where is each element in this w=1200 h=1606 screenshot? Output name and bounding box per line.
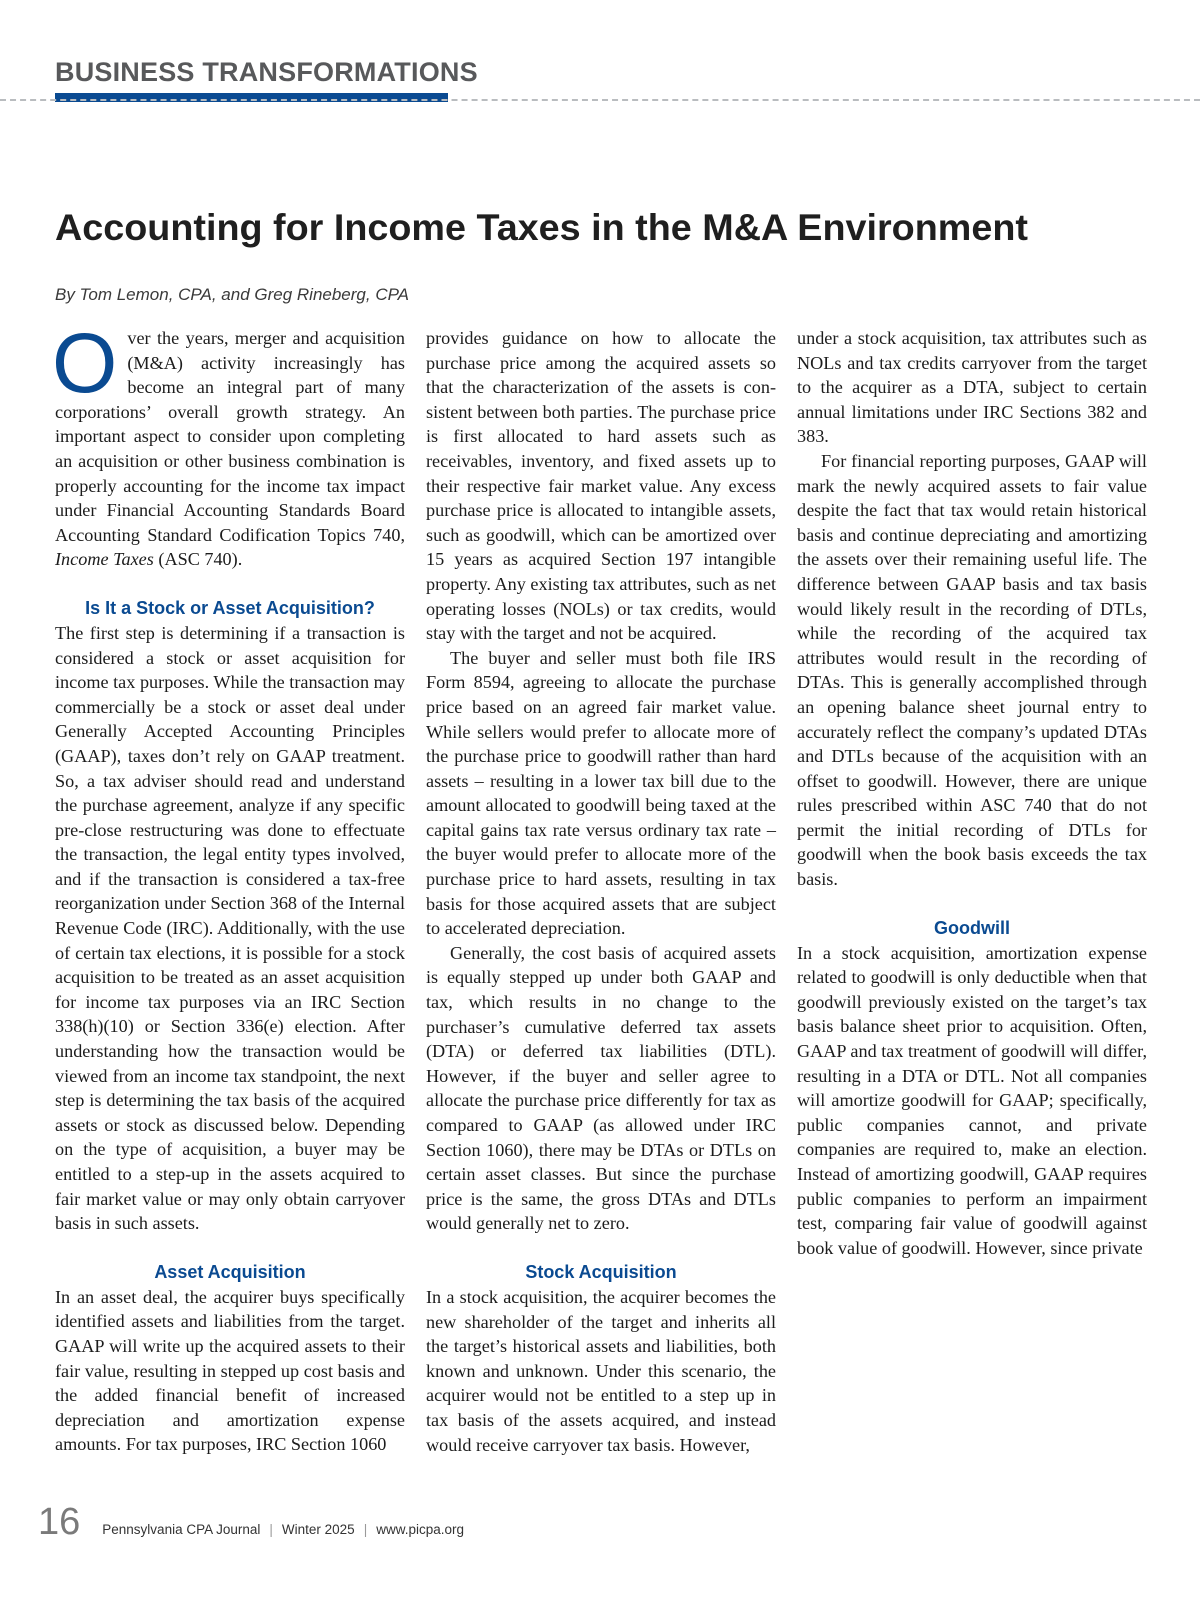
article-title: Accounting for Income Taxes in the M&A Environment [55,207,1028,248]
paragraph: The first step is determining if a transaction is considered a stock or asset acquisition for income tax purposes. While the transaction may commercially be a stock or asset deal under Generally Accepted Accounting Principles (GAAP), taxes don’t rely on GAAP treatment. So, a tax adviser should read and understand the purchase agreement, analyze if any specific pre-close restructuring was done to effectuate the transaction, the legal entity types involved, and if the transaction is considered a tax-free reorganization under Section 368 of the Internal Revenue Code (IRC). Additionally, with the use of certain tax elections, it is possible for a stock acquisition to be treated as an asset acquisition for income tax purposes via an IRC Section 338(h)(10) or Section 336(e) election. After understanding how the transaction would be viewed from an income tax standpoint, the next step is determining the tax basis of the acquired assets or stock as discussed below. Depending on the type of acquisition, a buyer may be entitled to a step-up in the assets acquired to fair market value or may only obtain carryover basis in such assets. [55,622,405,1234]
byline: By Tom Lemon, CPA, and Greg Rineberg, CPA [55,285,410,304]
heading-goodwill: Goodwill [934,917,1010,938]
dashed-divider [0,99,1200,101]
website-link[interactable]: www.picpa.org [376,1522,464,1537]
paragraph: For financial reporting purposes, GAAP will mark the newly acquired assets to fair value despite the fact that tax would retain historical basis and continue depreciating and amortizing the assets over their remaining useful life. The difference between GAAP basis and tax basis would likely result in the recording of DTLs, while the recording of the acquired tax attributes would result in the recording of DTAs. This is generally accomplished through an opening balance sheet journal entry to accurately reflect the company’s updated DTAs and DTLs because of the acquisition with an offset to goodwill. However, there are unique rules prescribed within ASC 740 that do not permit the initial recording of DTLs for goodwill when the book basis exceeds the tax basis. [797,450,1147,890]
page-number: 16 [38,1501,81,1543]
paragraph: In an asset deal, the acquirer buys specifically identified assets and liabilities from the target. GAAP will write up the acquired assets to their fair value, resulting in stepped up cost basis and the added financial benefit of increased depreciation and amortization expense amounts. For tax purposes, IRC Section 1060 [55,1286,405,1455]
column-3 [797,326,1147,1260]
heading-stock-or-asset: Is It a Stock or Asset Acquisition? [85,597,375,618]
heading-asset-acquisition: Asset Acquisition [154,1261,306,1282]
footer-separator: | [269,1522,273,1537]
footer-separator: | [363,1522,368,1537]
column-1 [52,316,405,1457]
paragraph: The buyer and seller must both file IRS Form 8594, agreeing to allocate the purchase price based on an agreed fair market value. While sellers would prefer to allocate more of the purchase price to goodwill rather than hard assets – resulting in a lower tax bill due to the amount allocated to goodwill being taxed at the capital gains tax rate versus ordinary tax rate – the buyer would prefer to allocate more of the purchase price to hard assets, resulting in tax basis for those acquired assets that are subject to accelerated depreciation. [426,647,776,939]
issue-date: Winter 2025 [281,1522,355,1537]
paragraph: In a stock acquisition, amortization expense related to goodwill is only deductible when that goodwill previously existed on the target’s tax basis balance sheet prior to acquisition. Often, GAAP and tax treatment of goodwill will differ, resulting in a DTA or DTL. Not all companies will amortize goodwill for GAAP; specifically, public companies cannot, and private companies are required to, make an election. Instead of amortizing goodwill, GAAP requires public companies to perform an impairment test, comparing fair value of goodwill against book value of goodwill. However, since private [797,942,1147,1258]
paragraph: under a stock acquisition, tax attributes such as NOLs and tax credits carryover from the target to the acquirer as a DTA, subject to certain annual limitations under IRC Sections 382 and 383. [797,328,1147,447]
paragraph: Generally, the cost basis of acquired assets is equally stepped up under both GAAP and tax, which results in no change to the purchaser’s cumulative deferred tax assets (DTA) or deferred tax liabilities (DTL). However, if the buyer and seller agree to allocate the purchase price differently for tax as compared to GAAP (as allowed under IRC Section 1060), there may be DTAs or DTLs on certain asset classes. But since the purchase price is the same, the gross DTAs and DTLs would generally net to zero. [426,942,776,1234]
publication-name: Pennsylvania CPA Journal [102,1522,261,1537]
paragraph: In a stock acquisition, the acquirer becomes the new shareholder of the target and inherits all the target’s historical assets and liabilities, both known and unknown. Under this scenario, the acquirer would not be entitled to a step up in tax basis of the assets acquired, and instead would receive carryover tax basis. However, [426,1286,776,1455]
paragraph: provides guidance on how to allocate the purchase price among the acquired assets so that the characterization of the assets is consistent between both parties. The purchase price is first allocated to hard assets such as receivables, inventory, and fixed assets up to their respective fair market value. Any excess purchase price is allocated to intangible assets, such as goodwill, which can be amortized over 15 years as acquired Section 197 intangible property. Any existing tax attributes, such as net operating losses (NOLs) or tax credits, would stay with the target and not be acquired. [426,328,776,644]
column-2 [426,326,776,1457]
section-label: BUSINESS TRANSFORMATIONS [55,57,478,87]
page-footer [38,1501,464,1551]
drop-cap: O [52,316,118,410]
intro-paragraph: Over the years, merger and acquisition (M&A) activity increasingly has become an integral part of many corporations’ overall growth strategy. An important aspect to consider upon completing an acquisition or other business combination is properly accounting for the income tax impact under Financial Accounting Standards Board Accounting Standard Codification Topics 740, Income Taxes (ASC 740). [52,316,405,570]
heading-stock-acquisition: Stock Acquisition [525,1261,677,1282]
